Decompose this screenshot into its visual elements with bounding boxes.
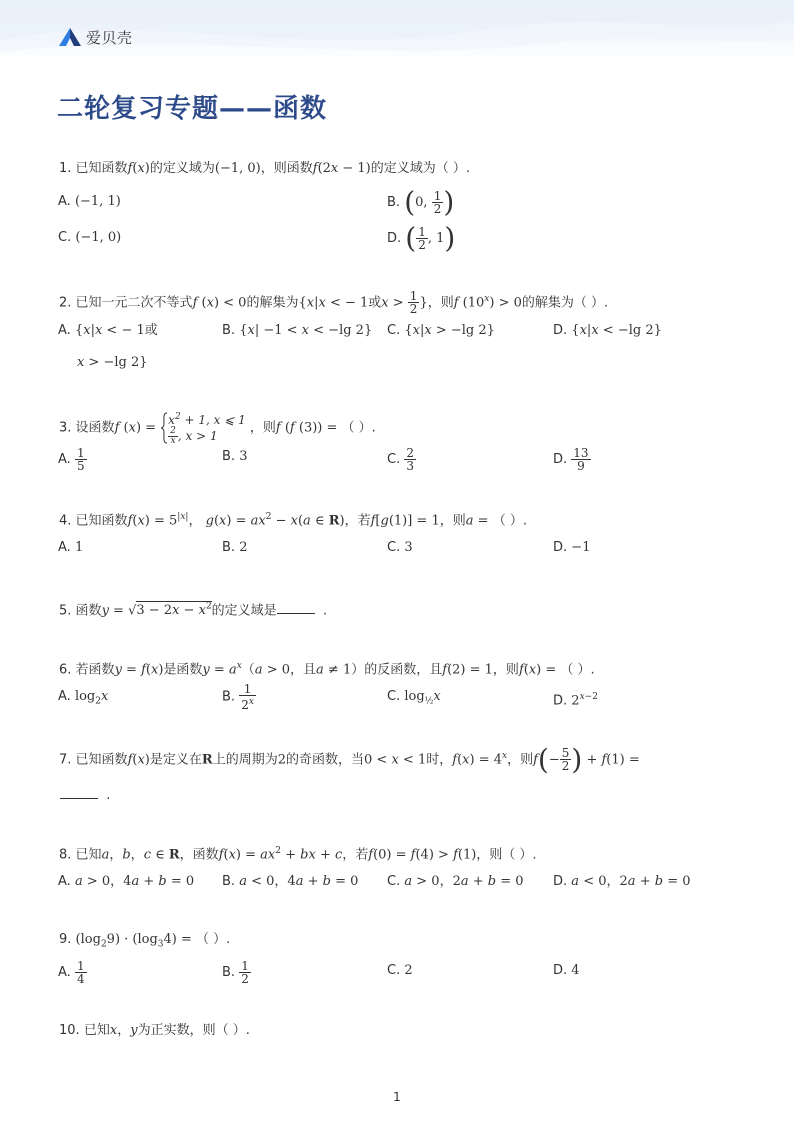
q6-option-d: D. $2^{x-2}$ <box>553 692 598 709</box>
q1-option-b: B. (0, $\frac{1}{2}$ ) <box>387 185 455 219</box>
page-title: 二轮复习专题——函数 <box>57 94 328 124</box>
q8-option-a: A. a > 0，4a + b = 0 <box>58 874 195 889</box>
page-number: 1 <box>393 1090 401 1104</box>
question-7: 7. 已知函数f(x)是定义在R上的周期为2的奇函数，当0 < x < 1时，$f(x) = 4^x$，则f(− $\frac{5}{2}$ ) + f(1) = <box>59 742 640 776</box>
q2-option-c: C. {x|x > −lg 2} <box>387 323 495 338</box>
q5-answer-blank[interactable] <box>277 601 315 614</box>
q9-option-b: B. $\frac{1}{2}$ <box>222 959 249 986</box>
question-3: 3. 设函数f (x) = $x^2 + 1$, x ⩽ 1 $\frac{2}{x}$ , x > 1 ，则f (f (3)) = （ ）. <box>59 412 376 446</box>
question-10: 10. 已知x，y为正实数，则（ ）. <box>59 1023 250 1038</box>
q2-option-b: B. {x| −1 < x < −lg 2} <box>222 323 373 338</box>
question-2: 2. 已知一元二次不等式f (x) < 0的解集为{x|x < − 1或x > $\frac{1}{2}$ }，则f $(10^x) > 0$的解集为（ ）. <box>59 289 609 317</box>
brand-logo <box>58 27 133 47</box>
q3-option-d: D. $\frac{13}{9}$ <box>553 446 589 473</box>
q6-option-a: A. $\log_2x$ <box>58 689 109 707</box>
question-6: 6. 若函数y = f(x)是函数$y = a^x(a > 0$，且a ≠ 1）的反函数，且f(2) = 1，则f(x) = （ ）. <box>59 661 595 678</box>
question-9: 9. $(\log_29) \cdot (\log_34)$ = （ ）. <box>59 932 231 950</box>
q9-option-a: A. $\frac{1}{4}$ <box>58 959 85 986</box>
q4-option-b: B. 2 <box>222 540 248 555</box>
question-8: 8. 已知a，b，c ∈ R，函数$f(x) = ax^2$ + bx + c，若f(0) = f(4) > f(1)，则（ ）. <box>59 846 537 863</box>
q7-answer-line: . <box>60 786 110 806</box>
question-1: 1. 已知函数f(x)的定义域为(−1, 0)，则函数f(2x − 1)的定义域为（ ）. <box>59 161 471 176</box>
brand-logo-icon <box>58 27 82 47</box>
q4-option-a: A. 1 <box>58 540 84 555</box>
q3-option-b: B. 3 <box>222 449 248 464</box>
q1-option-a: A. (−1, 1) <box>58 194 121 209</box>
q8-option-b: B. a < 0，4a + b = 0 <box>222 874 359 889</box>
q6-option-b: B. $\frac{1}{2^x}$ <box>222 682 254 712</box>
q4-option-d: D. −1 <box>553 540 591 555</box>
q9-option-c: C. 2 <box>387 963 413 978</box>
q1-option-c: C. (−1, 0) <box>58 230 122 245</box>
q2-option-a: A. {x|x < − 1或 <box>58 323 158 338</box>
q1-option-d: D. ( $\frac{1}{2}$ , 1) <box>387 221 456 255</box>
brand-name: 爱贝壳 <box>86 28 133 47</box>
q8-option-d: D. a < 0，2a + b = 0 <box>553 874 691 889</box>
q2-option-d: D. {x|x < −lg 2} <box>553 323 662 338</box>
q8-option-c: C. a > 0，2a + b = 0 <box>387 874 524 889</box>
q3-option-a: A. $\frac{1}{5}$ <box>58 446 85 473</box>
q9-option-d: D. 4 <box>553 963 580 978</box>
q6-option-c: C. $\log_{\frac{1}{2}}x$ <box>387 689 441 707</box>
q2-option-a-cont: x > −lg 2} <box>77 355 148 370</box>
q4-option-c: C. 3 <box>387 540 413 555</box>
question-4: 4. 已知函数$f(x) = 5^{|x|}$， $g(x) = ax^2 - x(a$ ∈ R)，若f[g(1)] = 1，则a = （ ）. <box>59 512 527 529</box>
q7-answer-blank[interactable] <box>60 786 98 799</box>
q3-option-c: C. $\frac{2}{3}$ <box>387 446 414 473</box>
question-5: 5. 函数$y = √3 - 2x - x^2$的定义域是 . <box>59 602 328 619</box>
